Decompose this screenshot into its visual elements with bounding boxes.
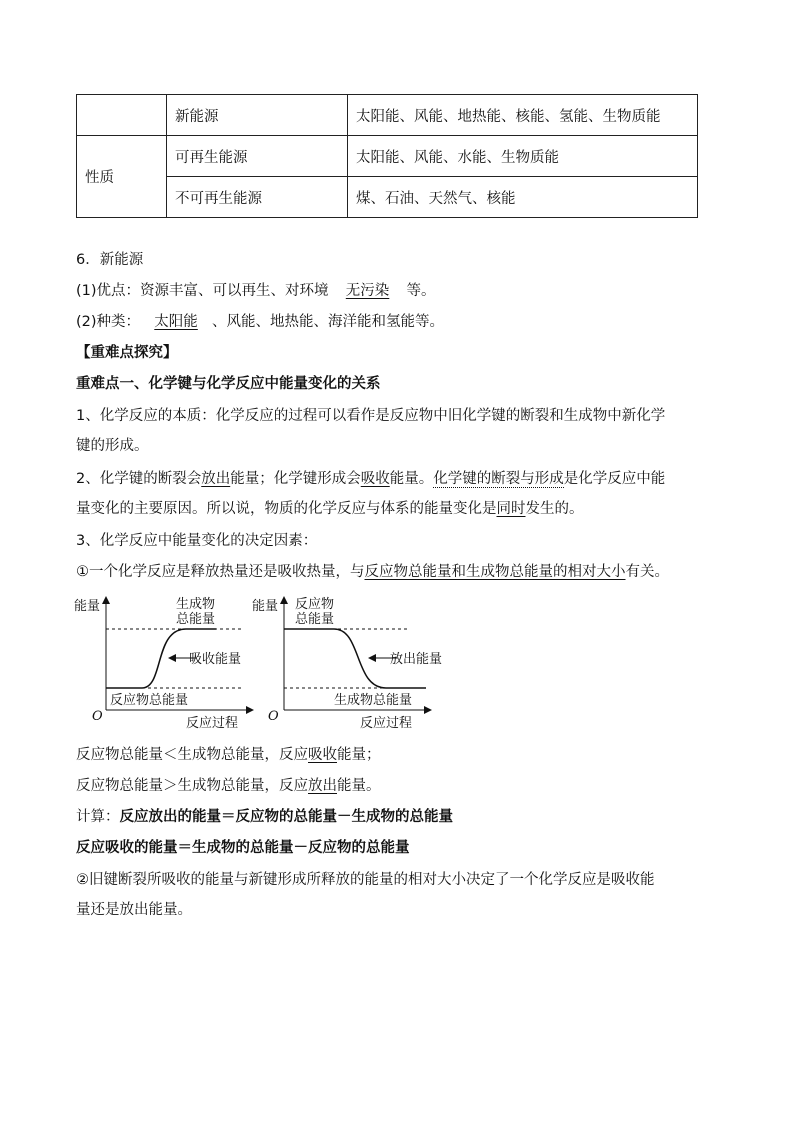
table-cell: 太阳能、风能、地热能、核能、氢能、生物质能 [348,95,698,136]
kinds-suffix: 、风能、地热能、海洋能和氢能等。 [212,314,445,330]
paragraph-2-line-2 [76,499,584,519]
paragraph-1-line-2: 键的形成。 [76,438,149,454]
text-segment: 量变化的主要原因。所以说，物质的化学反应与体系的能量变化是 [76,501,497,517]
kinds-prefix: (2)种类： [76,314,141,330]
calculation-line-2: 反应吸收的能量＝生成物的总能量－反应物的总能量 [76,840,410,856]
y-axis-label: 能量 [252,599,279,614]
table-cell: 不可再生能源 [167,177,348,218]
text-segment: 反应物总能量＜生成物总能量，反应 [76,747,308,763]
top-label-line-2: 总能量 [295,612,335,627]
point1-title: 重难点一、化学键与化学反应中能量变化的关系 [76,376,381,392]
text-segment: 能量。 [389,471,434,487]
table-group-label: 性质 [77,136,167,218]
paragraph-4 [76,562,669,582]
text-segment: 反应物总能量＞生成物总能量，反应 [76,778,308,794]
calc-formula: 反应放出的能量＝反应物的总能量－生成物的总能量 [119,809,453,825]
energy-classification-table [76,94,698,218]
paragraph-3: 3、化学反应中能量变化的决定因素： [76,533,318,549]
advantage-line [76,281,436,301]
top-label-line-2: 总能量 [176,612,216,627]
arrow-label: 放出能量 [390,652,443,667]
arrow-label: 吸收能量 [189,652,242,667]
kinds-line [76,312,444,332]
y-axis-label: 能量 [74,599,101,614]
calculation-line-1 [76,807,453,827]
text-segment: 是化学反应中能 [563,471,666,487]
text-segment: 能量； [337,747,381,763]
table-row [77,95,698,136]
table-cell [77,95,167,136]
table-cell: 可再生能源 [167,136,348,177]
explore-header: 【重难点探究】 [76,345,178,361]
text-segment: 能量。 [337,778,381,794]
emphasis-text: 化学键的断裂与形成 [433,471,564,487]
underlined-answer: 反应物总能量和生成物总能量的相对大小 [364,564,626,580]
advantage-suffix: 等。 [406,283,436,299]
paragraph-5-line-2: 量还是放出能量。 [76,902,192,918]
conclusion-line-2 [76,776,381,796]
text-segment: 2、化学键的断裂会 [76,471,202,487]
table-row [77,177,698,218]
paragraph-2-line-1 [76,469,665,489]
endothermic-energy-diagram [72,592,252,732]
section-6-title: 6．新能源 [76,252,144,268]
underlined-answer: 吸收 [308,747,337,763]
table-row [77,136,698,177]
underlined-answer: 吸收 [360,471,390,487]
table-cell: 新能源 [167,95,348,136]
text-segment: 发生的。 [525,501,584,517]
text-segment: ①一个化学反应是释放热量还是吸收热量，与 [76,564,365,580]
paragraph-5-line-1: ②旧键断裂所吸收的能量与新键形成所释放的能量的相对大小决定了一个化学反应是吸收能 [76,872,655,888]
bottom-label: 生成物总能量 [334,693,413,708]
underlined-answer: 放出 [308,778,337,794]
kinds-answer: 太阳能 [154,314,198,330]
origin-label: O [268,709,279,724]
advantage-answer: 无污染 [345,283,390,299]
calc-prefix: 计算： [76,809,120,825]
conclusion-line-1 [76,745,381,765]
bottom-label: 反应物总能量 [110,693,189,708]
origin-label: O [92,709,103,724]
top-label-line-1: 反应物 [295,597,335,612]
table-cell: 太阳能、风能、水能、生物质能 [348,136,698,177]
text-segment: 有关。 [625,564,669,580]
advantage-prefix: (1)优点：资源丰富、可以再生、对环境 [76,283,329,299]
underlined-answer: 同时 [496,501,526,517]
x-axis-label: 反应过程 [186,716,239,731]
underlined-answer: 放出 [201,471,231,487]
x-axis-label: 反应过程 [360,716,413,731]
exothermic-energy-diagram [250,592,443,732]
paragraph-1-line-1: 1、化学反应的本质：化学反应的过程可以看作是反应物中旧化学键的断裂和生成物中新化学 [76,408,666,424]
text-segment: 能量；化学键形成会 [230,471,361,487]
top-label-line-1: 生成物 [176,597,216,612]
table-cell: 煤、石油、天然气、核能 [348,177,698,218]
